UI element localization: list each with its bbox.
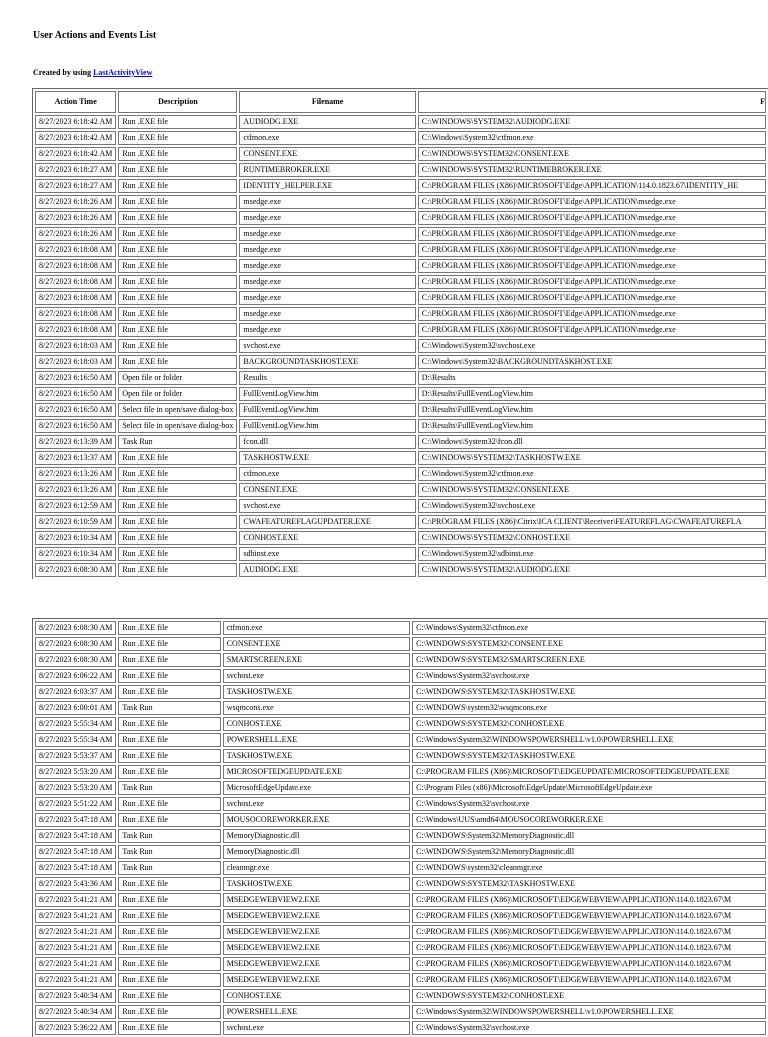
cell-description: Task Run: [118, 861, 220, 875]
cell-action-time: 8/27/2023 6:18:08 AM: [35, 259, 116, 273]
cell-full-path: C:\WINDOWS\SYSTEM32\TASKHOSTW.EXE: [418, 451, 766, 465]
cell-description: Run .EXE file: [118, 163, 237, 177]
cell-action-time: 8/27/2023 5:53:20 AM: [35, 781, 116, 795]
cell-action-time: 8/27/2023 6:18:08 AM: [35, 307, 116, 321]
cell-action-time: 8/27/2023 6:18:26 AM: [35, 195, 116, 209]
cell-action-time: 8/27/2023 5:53:20 AM: [35, 765, 116, 779]
cell-full-path: C:\Windows\System32\ctfmon.exe: [412, 621, 766, 635]
cell-description: Run .EXE file: [118, 1005, 220, 1019]
cell-filename: TASKHOSTW.EXE: [223, 877, 410, 891]
cell-action-time: 8/27/2023 6:16:50 AM: [35, 387, 116, 401]
cell-full-path: C:\PROGRAM FILES (X86)\MICROSOFT\EDGEWEBVIEW\APPLICATION\114.0.1823.67\M: [412, 973, 766, 987]
table-row: [35, 275, 766, 289]
cell-description: Open file or folder: [118, 371, 237, 385]
cell-action-time: 8/27/2023 5:53:37 AM: [35, 749, 116, 763]
cell-action-time: 8/27/2023 6:18:27 AM: [35, 163, 116, 177]
cell-filename: CONHOST.EXE: [223, 989, 410, 1003]
cell-filename: msedge.exe: [239, 195, 415, 209]
cell-description: Run .EXE file: [118, 131, 237, 145]
cell-filename: ctfmon.exe: [223, 621, 410, 635]
cell-full-path: C:\Windows\System32\ctfmon.exe: [418, 131, 766, 145]
cell-full-path: C:\WINDOWS\SYSTEM32\CONSENT.EXE: [412, 637, 766, 651]
table-row: [35, 701, 766, 715]
cell-full-path: C:\WINDOWS\SYSTEM32\TASKHOSTW.EXE: [412, 877, 766, 891]
cell-action-time: 8/27/2023 6:08:30 AM: [35, 653, 116, 667]
cell-full-path: C:\Windows\System32\fcon.dll: [418, 435, 766, 449]
cell-action-time: 8/27/2023 6:13:39 AM: [35, 435, 116, 449]
table-row: [35, 339, 766, 353]
table-row: [35, 419, 766, 433]
cell-description: Run .EXE file: [118, 621, 220, 635]
table-row: [35, 925, 766, 939]
cell-action-time: 8/27/2023 6:12:59 AM: [35, 499, 116, 513]
cell-description: Run .EXE file: [118, 307, 237, 321]
cell-action-time: 8/27/2023 5:40:34 AM: [35, 1005, 116, 1019]
cell-description: Task Run: [118, 781, 220, 795]
cell-description: Run .EXE file: [118, 893, 220, 907]
cell-filename: svchost.exe: [223, 797, 410, 811]
events-table-body: [35, 115, 766, 577]
cell-filename: MSEDGEWEBVIEW2.EXE: [223, 893, 410, 907]
cell-full-path: C:\Windows\System32\ctfmon.exe: [418, 467, 766, 481]
cell-action-time: 8/27/2023 6:18:03 AM: [35, 355, 116, 369]
table-row: [35, 483, 766, 497]
cell-description: Run .EXE file: [118, 515, 237, 529]
cell-action-time: 8/27/2023 5:43:36 AM: [35, 877, 116, 891]
cell-description: Task Run: [118, 829, 220, 843]
table-row: [35, 227, 766, 241]
cell-filename: CONSENT.EXE: [239, 483, 415, 497]
cell-full-path: C:\PROGRAM FILES (X86)\MICROSOFT\EDGEWEBVIEW\APPLICATION\114.0.1823.67\M: [412, 941, 766, 955]
cell-description: Run .EXE file: [118, 989, 220, 1003]
cell-description: Run .EXE file: [118, 291, 237, 305]
cell-full-path: C:\Windows\System32\svchost.exe: [418, 339, 766, 353]
cell-full-path: C:\PROGRAM FILES (X86)\MICROSOFT\Edge\APPLICATION\msedge.exe: [418, 323, 766, 337]
cell-action-time: 8/27/2023 6:18:42 AM: [35, 115, 116, 129]
cell-filename: MSEDGEWEBVIEW2.EXE: [223, 909, 410, 923]
cell-description: Run .EXE file: [118, 531, 237, 545]
cell-full-path: C:\PROGRAM FILES (X86)\MICROSOFT\EDGEUPDATE\MICROSOFTEDGEUPDATE.EXE: [412, 765, 766, 779]
cell-action-time: 8/27/2023 6:18:08 AM: [35, 291, 116, 305]
table-row: [35, 179, 766, 193]
cell-full-path: C:\PROGRAM FILES (X86)\MICROSOFT\Edge\APPLICATION\msedge.exe: [418, 307, 766, 321]
table-row: [35, 893, 766, 907]
cell-description: Select file in open/save dialog-box: [118, 403, 237, 417]
cell-full-path: C:\WINDOWS\SYSTEM32\SMARTSCREEN.EXE: [412, 653, 766, 667]
cell-filename: CWAFEATUREFLAGUPDATER.EXE: [239, 515, 415, 529]
table-row: [35, 291, 766, 305]
cell-filename: msedge.exe: [239, 211, 415, 225]
cell-action-time: 8/27/2023 5:47:18 AM: [35, 845, 116, 859]
table-row: [35, 435, 766, 449]
table-row: [35, 163, 766, 177]
column-header-full-path: F: [418, 91, 766, 113]
cell-description: Run .EXE file: [118, 749, 220, 763]
table-row: [35, 563, 766, 577]
cell-filename: FullEventLogView.htm: [239, 419, 415, 433]
cell-description: Run .EXE file: [118, 115, 237, 129]
cell-action-time: 8/27/2023 5:55:34 AM: [35, 717, 116, 731]
cell-filename: CONHOST.EXE: [239, 531, 415, 545]
cell-filename: FullEventLogView.htm: [239, 387, 415, 401]
cell-full-path: C:\WINDOWS\SYSTEM32\CONHOST.EXE: [418, 531, 766, 545]
cell-full-path: C:\Windows\System32\WINDOWSPOWERSHELL\v1.0\POWERSHELL.EXE: [412, 1005, 766, 1019]
cell-description: Run .EXE file: [118, 243, 237, 257]
table-row: [35, 957, 766, 971]
cell-full-path: C:\WINDOWS\SYSTEM32\AUDIODG.EXE: [418, 115, 766, 129]
cell-full-path: C:\WINDOWS\SYSTEM32\CONHOST.EXE: [412, 989, 766, 1003]
cell-action-time: 8/27/2023 6:18:03 AM: [35, 339, 116, 353]
column-header-action-time: Action Time: [35, 91, 116, 113]
cell-full-path: C:\PROGRAM FILES (X86)\MICROSOFT\EDGEWEBVIEW\APPLICATION\114.0.1823.67\M: [412, 925, 766, 939]
cell-full-path: C:\WINDOWS\system32\wsqmcons.exe: [412, 701, 766, 715]
table-row: [35, 765, 766, 779]
cell-full-path: C:\Windows\UUS\amd64\MOUSOCOREWORKER.EXE: [412, 813, 766, 827]
table-row: [35, 685, 766, 699]
cell-description: Run .EXE file: [118, 451, 237, 465]
cell-description: Run .EXE file: [118, 973, 220, 987]
cell-filename: POWERSHELL.EXE: [223, 1005, 410, 1019]
cell-filename: CONSENT.EXE: [239, 147, 415, 161]
created-by-line: [33, 68, 152, 77]
cell-action-time: 8/27/2023 5:47:18 AM: [35, 829, 116, 843]
cell-action-time: 8/27/2023 6:10:34 AM: [35, 531, 116, 545]
cell-filename: msedge.exe: [239, 259, 415, 273]
cell-filename: wsqmcons.exe: [223, 701, 410, 715]
cell-description: Task Run: [118, 701, 220, 715]
cell-filename: svchost.exe: [223, 669, 410, 683]
table-row: [35, 323, 766, 337]
cell-description: Run .EXE file: [118, 179, 237, 193]
table-row: [35, 243, 766, 257]
cell-action-time: 8/27/2023 6:18:08 AM: [35, 243, 116, 257]
table-row: [35, 653, 766, 667]
cell-action-time: 8/27/2023 6:13:37 AM: [35, 451, 116, 465]
table-row: [35, 499, 766, 513]
table-row: [35, 387, 766, 401]
cell-filename: msedge.exe: [239, 307, 415, 321]
cell-action-time: 8/27/2023 6:08:30 AM: [35, 563, 116, 577]
cell-description: Task Run: [118, 435, 237, 449]
cell-full-path: C:\PROGRAM FILES (X86)\MICROSOFT\Edge\APPLICATION\msedge.exe: [418, 243, 766, 257]
cell-full-path: C:\Windows\System32\WINDOWSPOWERSHELL\v1.0\POWERSHELL.EXE: [412, 733, 766, 747]
cell-action-time: 8/27/2023 6:18:26 AM: [35, 227, 116, 241]
cell-full-path: C:\WINDOWS\SYSTEM32\AUDIODG.EXE: [418, 563, 766, 577]
cell-full-path: C:\PROGRAM FILES (X86)\MICROSOFT\Edge\APPLICATION\msedge.exe: [418, 259, 766, 273]
cell-action-time: 8/27/2023 5:47:18 AM: [35, 861, 116, 875]
cell-action-time: 8/27/2023 6:18:08 AM: [35, 275, 116, 289]
table-row: [35, 989, 766, 1003]
cell-filename: MSEDGEWEBVIEW2.EXE: [223, 925, 410, 939]
cell-description: Run .EXE file: [118, 211, 237, 225]
cell-filename: AUDIODG.EXE: [239, 115, 415, 129]
table-row: [35, 941, 766, 955]
cell-full-path: C:\PROGRAM FILES (X86)\Citrix\ICA CLIENT\Receiver\FEATUREFLAG\CWAFEATUREFLA: [418, 515, 766, 529]
cell-full-path: C:\Program Files (x86)\Microsoft\EdgeUpdate\MicrosoftEdgeUpdate.exe: [412, 781, 766, 795]
cell-action-time: 8/27/2023 6:18:27 AM: [35, 179, 116, 193]
table-row: [35, 749, 766, 763]
cell-full-path: C:\PROGRAM FILES (X86)\MICROSOFT\Edge\APPLICATION\msedge.exe: [418, 291, 766, 305]
cell-action-time: 8/27/2023 5:41:21 AM: [35, 973, 116, 987]
cell-action-time: 8/27/2023 6:13:26 AM: [35, 467, 116, 481]
cell-description: Run .EXE file: [118, 941, 220, 955]
cell-description: Run .EXE file: [118, 637, 220, 651]
cell-description: Run .EXE file: [118, 909, 220, 923]
cell-filename: MSEDGEWEBVIEW2.EXE: [223, 957, 410, 971]
cell-filename: CONSENT.EXE: [223, 637, 410, 651]
cell-description: Run .EXE file: [118, 339, 237, 353]
cell-filename: ctfmon.exe: [239, 131, 415, 145]
cell-filename: msedge.exe: [239, 227, 415, 241]
cell-description: Run .EXE file: [118, 195, 237, 209]
cell-action-time: 8/27/2023 6:13:26 AM: [35, 483, 116, 497]
events-table: [32, 88, 768, 579]
cell-action-time: 8/27/2023 6:03:37 AM: [35, 685, 116, 699]
cell-action-time: 8/27/2023 5:41:21 AM: [35, 925, 116, 939]
cell-filename: msedge.exe: [239, 243, 415, 257]
cell-action-time: 8/27/2023 6:18:08 AM: [35, 323, 116, 337]
table-row: [35, 451, 766, 465]
cell-full-path: C:\WINDOWS\system32\cleanmgr.exe: [412, 861, 766, 875]
cell-full-path: C:\PROGRAM FILES (X86)\MICROSOFT\Edge\APPLICATION\msedge.exe: [418, 195, 766, 209]
table-row: [35, 515, 766, 529]
cell-filename: AUDIODG.EXE: [239, 563, 415, 577]
cell-description: Run .EXE file: [118, 925, 220, 939]
cell-filename: RUNTIMEBROKER.EXE: [239, 163, 415, 177]
table-row: [35, 1021, 766, 1035]
lastactivityview-link[interactable]: LastActivityView: [93, 68, 153, 77]
cell-action-time: 8/27/2023 5:41:21 AM: [35, 909, 116, 923]
cell-description: Run .EXE file: [118, 1021, 220, 1035]
cell-filename: MICROSOFTEDGEUPDATE.EXE: [223, 765, 410, 779]
cell-description: Run .EXE file: [118, 717, 220, 731]
table-row: [35, 829, 766, 843]
cell-description: Open file or folder: [118, 387, 237, 401]
cell-filename: MemoryDiagnostic.dll: [223, 829, 410, 843]
cell-full-path: C:\WINDOWS\SYSTEM32\TASKHOSTW.EXE: [412, 685, 766, 699]
table-row: [35, 131, 766, 145]
table-row: [35, 973, 766, 987]
cell-filename: FullEventLogView.htm: [239, 403, 415, 417]
cell-full-path: C:\WINDOWS\System32\MemoryDiagnostic.dll: [412, 829, 766, 843]
table-row: [35, 669, 766, 683]
cell-full-path: C:\WINDOWS\SYSTEM32\CONHOST.EXE: [412, 717, 766, 731]
cell-full-path: D:\Results\FullEventLogView.htm: [418, 387, 766, 401]
cell-action-time: 8/27/2023 6:10:34 AM: [35, 547, 116, 561]
table-row: [35, 621, 766, 635]
cell-action-time: 8/27/2023 5:41:21 AM: [35, 941, 116, 955]
cell-filename: TASKHOSTW.EXE: [239, 451, 415, 465]
table-row: [35, 259, 766, 273]
cell-filename: msedge.exe: [239, 275, 415, 289]
cell-description: Run .EXE file: [118, 499, 237, 513]
cell-description: Select file in open/save dialog-box: [118, 419, 237, 433]
cell-action-time: 8/27/2023 6:06:22 AM: [35, 669, 116, 683]
cell-full-path: D:\Results\FullEventLogView.htm: [418, 419, 766, 433]
cell-description: Run .EXE file: [118, 323, 237, 337]
created-by-prefix: Created by using: [33, 68, 94, 77]
cell-filename: IDENTITY_HELPER.EXE: [239, 179, 415, 193]
cell-full-path: C:\Windows\System32\sdbinst.exe: [418, 547, 766, 561]
table-row: [35, 211, 766, 225]
column-header-description: Description: [118, 91, 237, 113]
cell-description: Run .EXE file: [118, 227, 237, 241]
table-row: [35, 1005, 766, 1019]
cell-filename: MemoryDiagnostic.dll: [223, 845, 410, 859]
cell-full-path: C:\Windows\System32\svchost.exe: [418, 499, 766, 513]
table-row: [35, 733, 766, 747]
table-row: [35, 547, 766, 561]
cell-full-path: C:\PROGRAM FILES (X86)\MICROSOFT\Edge\APPLICATION\msedge.exe: [418, 211, 766, 225]
table-row: [35, 909, 766, 923]
cell-filename: svchost.exe: [239, 499, 415, 513]
cell-action-time: 8/27/2023 6:16:50 AM: [35, 371, 116, 385]
cell-action-time: 8/27/2023 6:16:50 AM: [35, 403, 116, 417]
header-row: [35, 91, 766, 113]
cell-full-path: C:\PROGRAM FILES (X86)\MICROSOFT\EDGEWEBVIEW\APPLICATION\114.0.1823.67\M: [412, 957, 766, 971]
cell-full-path: C:\Windows\System32\BACKGROUNDTASKHOST.EXE: [418, 355, 766, 369]
cell-action-time: 8/27/2023 5:41:21 AM: [35, 893, 116, 907]
cell-filename: svchost.exe: [239, 339, 415, 353]
cell-action-time: 8/27/2023 6:08:30 AM: [35, 621, 116, 635]
table-row: [35, 371, 766, 385]
cell-action-time: 8/27/2023 5:47:18 AM: [35, 813, 116, 827]
cell-filename: BACKGROUNDTASKHOST.EXE: [239, 355, 415, 369]
cell-action-time: 8/27/2023 6:10:59 AM: [35, 515, 116, 529]
table-row: [35, 877, 766, 891]
cell-action-time: 8/27/2023 5:36:22 AM: [35, 1021, 116, 1035]
table-row: [35, 845, 766, 859]
cell-full-path: C:\WINDOWS\System32\MemoryDiagnostic.dll: [412, 845, 766, 859]
cell-description: Run .EXE file: [118, 563, 237, 577]
cell-full-path: C:\PROGRAM FILES (X86)\MICROSOFT\Edge\APPLICATION\msedge.exe: [418, 227, 766, 241]
cell-full-path: C:\Windows\System32\svchost.exe: [412, 669, 766, 683]
cell-description: Run .EXE file: [118, 877, 220, 891]
cell-filename: ctfmon.exe: [239, 467, 415, 481]
cell-action-time: 8/27/2023 6:16:50 AM: [35, 419, 116, 433]
table-row: [35, 115, 766, 129]
table-row: [35, 781, 766, 795]
cell-full-path: D:\Results\FullEventLogView.htm: [418, 403, 766, 417]
cell-filename: CONHOST.EXE: [223, 717, 410, 731]
cell-description: Run .EXE file: [118, 275, 237, 289]
cell-description: Run .EXE file: [118, 797, 220, 811]
cell-action-time: 8/27/2023 5:40:34 AM: [35, 989, 116, 1003]
cell-filename: TASKHOSTW.EXE: [223, 749, 410, 763]
cell-filename: cleanmgr.exe: [223, 861, 410, 875]
cell-filename: msedge.exe: [239, 291, 415, 305]
table-row: [35, 531, 766, 545]
table-row: [35, 797, 766, 811]
cell-description: Run .EXE file: [118, 957, 220, 971]
cell-action-time: 8/27/2023 5:55:34 AM: [35, 733, 116, 747]
cell-filename: MSEDGEWEBVIEW2.EXE: [223, 973, 410, 987]
cell-description: Run .EXE file: [118, 483, 237, 497]
cell-full-path: C:\Windows\System32\svchost.exe: [412, 1021, 766, 1035]
table-row: [35, 195, 766, 209]
cell-description: Run .EXE file: [118, 653, 220, 667]
table-row: [35, 467, 766, 481]
cell-filename: TASKHOSTW.EXE: [223, 685, 410, 699]
cell-filename: Results: [239, 371, 415, 385]
cell-full-path: C:\WINDOWS\SYSTEM32\RUNTIMEBROKER.EXE: [418, 163, 766, 177]
cell-description: Run .EXE file: [118, 259, 237, 273]
table-row: [35, 147, 766, 161]
table-row: [35, 637, 766, 651]
cell-full-path: C:\PROGRAM FILES (X86)\MICROSOFT\EDGEWEBVIEW\APPLICATION\114.0.1823.67\M: [412, 893, 766, 907]
cell-full-path: C:\PROGRAM FILES (X86)\MICROSOFT\Edge\APPLICATION\msedge.exe: [418, 275, 766, 289]
events-table-continued-body: [35, 621, 766, 1035]
cell-description: Run .EXE file: [118, 467, 237, 481]
cell-full-path: C:\Windows\System32\svchost.exe: [412, 797, 766, 811]
cell-filename: svchost.exe: [223, 1021, 410, 1035]
cell-action-time: 8/27/2023 6:08:30 AM: [35, 637, 116, 651]
cell-description: Run .EXE file: [118, 813, 220, 827]
cell-filename: MicrosoftEdgeUpdate.exe: [223, 781, 410, 795]
cell-description: Task Run: [118, 845, 220, 859]
table-row: [35, 717, 766, 731]
cell-filename: MSEDGEWEBVIEW2.EXE: [223, 941, 410, 955]
cell-full-path: C:\WINDOWS\SYSTEM32\CONSENT.EXE: [418, 147, 766, 161]
cell-filename: POWERSHELL.EXE: [223, 733, 410, 747]
cell-filename: msedge.exe: [239, 323, 415, 337]
cell-filename: fcon.dll: [239, 435, 415, 449]
table-row: [35, 403, 766, 417]
cell-description: Run .EXE file: [118, 355, 237, 369]
cell-full-path: C:\WINDOWS\SYSTEM32\CONSENT.EXE: [418, 483, 766, 497]
cell-full-path: C:\PROGRAM FILES (X86)\MICROSOFT\Edge\APPLICATION\114.0.1823.67\IDENTITY_HE: [418, 179, 766, 193]
table-row: [35, 307, 766, 321]
column-header-filename: Filename: [239, 91, 415, 113]
cell-description: Run .EXE file: [118, 147, 237, 161]
cell-description: Run .EXE file: [118, 685, 220, 699]
table-row: [35, 861, 766, 875]
cell-description: Run .EXE file: [118, 765, 220, 779]
cell-action-time: 8/27/2023 6:18:42 AM: [35, 131, 116, 145]
cell-description: Run .EXE file: [118, 669, 220, 683]
events-table-continued: [32, 618, 768, 1037]
cell-action-time: 8/27/2023 6:18:26 AM: [35, 211, 116, 225]
cell-action-time: 8/27/2023 6:18:42 AM: [35, 147, 116, 161]
table-row: [35, 355, 766, 369]
cell-action-time: 8/27/2023 5:51:22 AM: [35, 797, 116, 811]
table-row: [35, 813, 766, 827]
cell-full-path: D:\Results: [418, 371, 766, 385]
cell-full-path: C:\WINDOWS\SYSTEM32\TASKHOSTW.EXE: [412, 749, 766, 763]
cell-filename: sdbinst.exe: [239, 547, 415, 561]
page-title: User Actions and Events List: [33, 30, 157, 41]
cell-full-path: C:\PROGRAM FILES (X86)\MICROSOFT\EDGEWEBVIEW\APPLICATION\114.0.1823.67\M: [412, 909, 766, 923]
cell-description: Run .EXE file: [118, 733, 220, 747]
cell-action-time: 8/27/2023 5:41:21 AM: [35, 957, 116, 971]
cell-filename: MOUSOCOREWORKER.EXE: [223, 813, 410, 827]
cell-filename: SMARTSCREEN.EXE: [223, 653, 410, 667]
cell-description: Run .EXE file: [118, 547, 237, 561]
cell-action-time: 8/27/2023 6:00:01 AM: [35, 701, 116, 715]
